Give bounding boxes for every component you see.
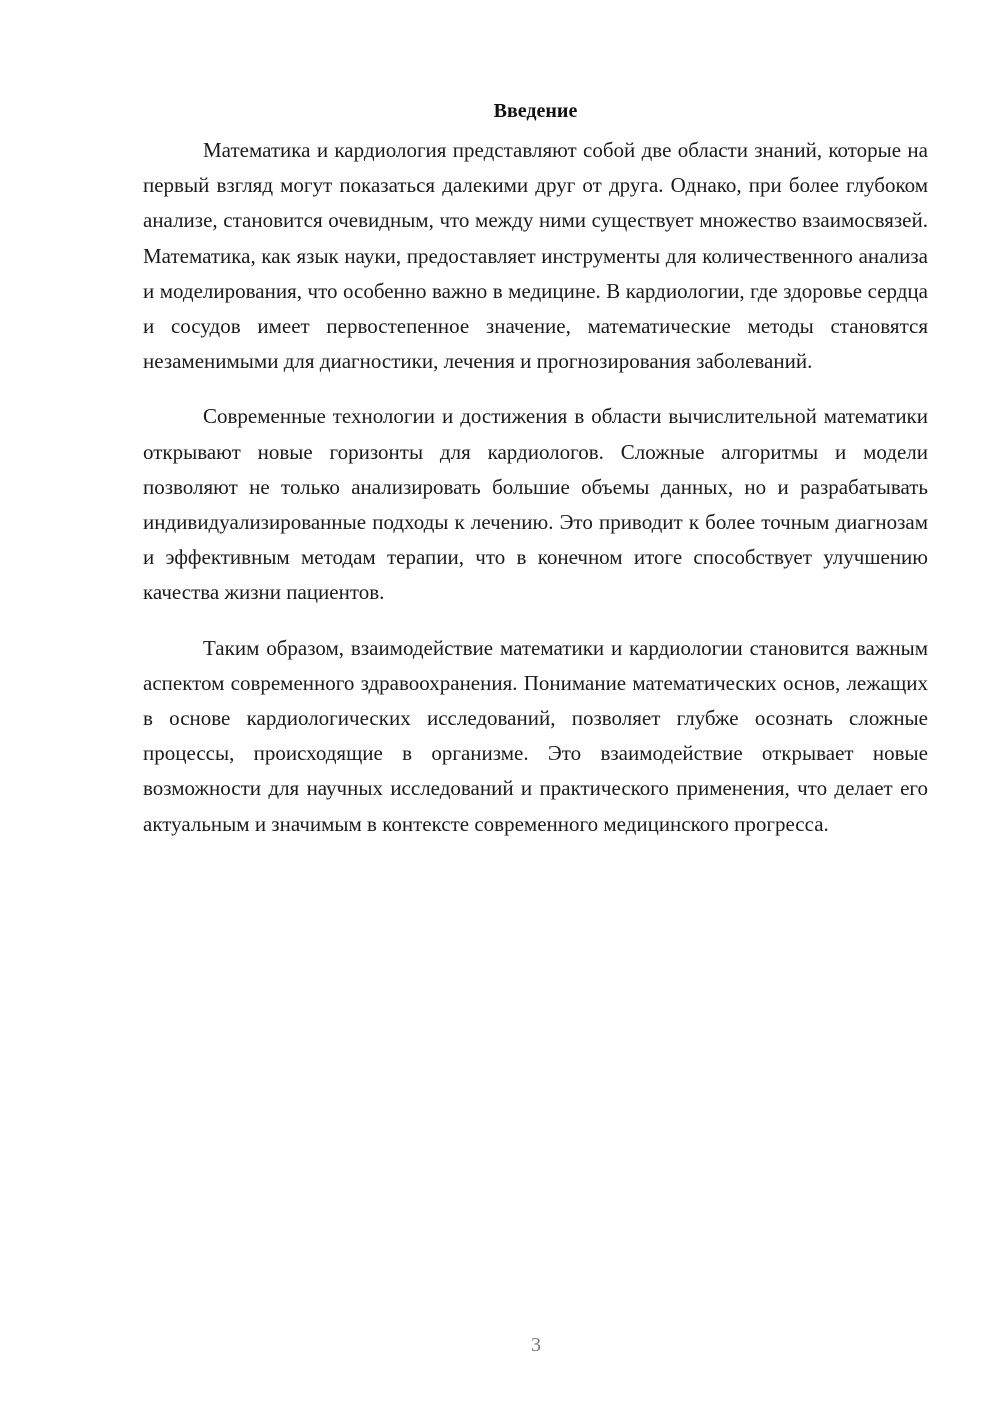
page-number: 3 [531, 1334, 541, 1356]
paragraph-3: Таким образом, взаимодействие математики и кардиологии становится важным аспектом современного здравоохранения. Понимание математических основ, лежащих в основе кардиологических исследований, позволяет глубже осознать сложные процессы, происходящие в организме. Это взаимодействие открывает новые возможности для научных исследований и практического применения, что делает его актуальным и значимым в контексте современного медицинского прогресса. [143, 635, 928, 836]
paragraph-2: Современные технологии и достижения в области вычислительной математики открывают новые горизонты для кардиологов. Сложные алгоритмы и модели позволяют не только анализировать большие объемы данных, но и разрабатывать индивидуализированные подходы к лечению. Это приводит к более точным диагнозам и эффективным методам терапии, что в конечном итоге способствует улучшению качества жизни пациентов. [143, 404, 928, 605]
document-page [143, 96, 928, 842]
paragraph-1: Математика и кардиология представляют собой две области знаний, которые на первый взгляд могут показаться далекими друг от друга. Однако, при более глубоком анализе, становится очевидным, что между ними существует множество взаимосвязей. Математика, как язык науки, предоставляет инструменты для количественного анализа и моделирования, что особенно важно в медицине. В кардиологии, где здоровье сердца и сосудов имеет первостепенное значение, математические методы становятся незаменимыми для диагностики, лечения и прогнозирования заболеваний. [143, 138, 928, 374]
section-title: Введение [493, 100, 578, 122]
